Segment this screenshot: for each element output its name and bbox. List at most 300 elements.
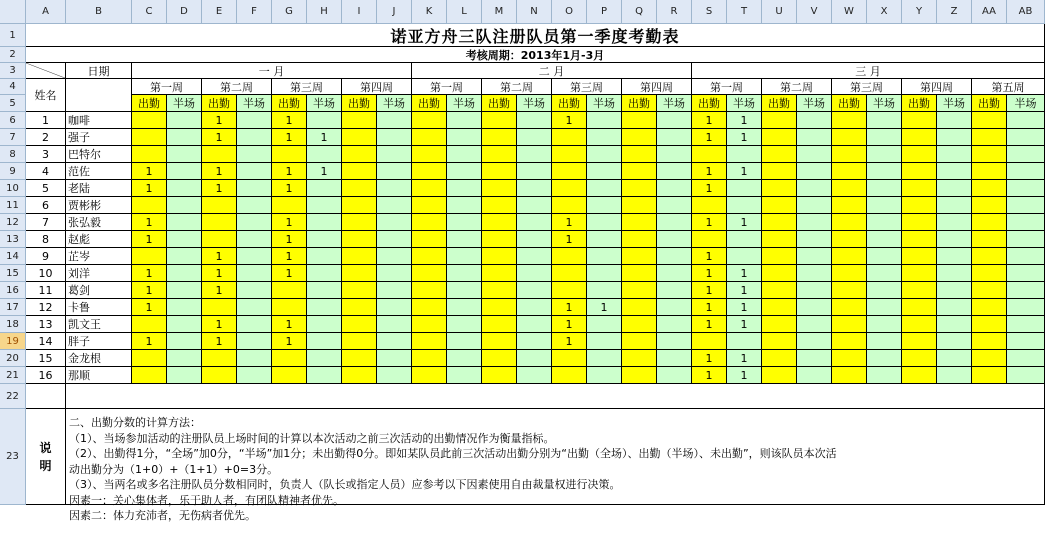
half-cell[interactable] <box>727 180 762 197</box>
attend-cell[interactable] <box>972 367 1007 384</box>
half-cell[interactable] <box>307 282 342 299</box>
half-cell[interactable] <box>657 129 692 146</box>
half-cell[interactable] <box>797 316 832 333</box>
half-cell[interactable]: 1 <box>587 299 622 316</box>
week-header[interactable]: 第三周 <box>272 79 342 95</box>
half-cell[interactable] <box>727 146 762 163</box>
half-cell[interactable] <box>937 231 972 248</box>
row-header[interactable]: 14 <box>0 248 26 265</box>
half-cell[interactable] <box>237 265 272 282</box>
half-cell[interactable] <box>307 146 342 163</box>
attend-cell[interactable]: 1 <box>202 333 237 350</box>
attend-header[interactable]: 出勤 <box>622 95 657 112</box>
attend-cell[interactable] <box>762 146 797 163</box>
attend-cell[interactable] <box>342 180 377 197</box>
half-cell[interactable] <box>587 146 622 163</box>
attend-cell[interactable] <box>552 197 587 214</box>
select-all-corner[interactable] <box>0 0 26 24</box>
attend-cell[interactable]: 1 <box>692 214 727 231</box>
half-cell[interactable] <box>167 163 202 180</box>
attend-cell[interactable] <box>762 299 797 316</box>
half-cell[interactable] <box>867 163 902 180</box>
attend-cell[interactable] <box>622 350 657 367</box>
row-header[interactable]: 13 <box>0 231 26 248</box>
half-cell[interactable] <box>587 367 622 384</box>
half-cell[interactable] <box>237 163 272 180</box>
half-cell[interactable] <box>307 248 342 265</box>
attend-cell[interactable] <box>202 231 237 248</box>
member-number[interactable]: 3 <box>26 146 66 163</box>
half-cell[interactable] <box>657 248 692 265</box>
attend-cell[interactable] <box>412 333 447 350</box>
attend-cell[interactable] <box>622 333 657 350</box>
half-cell[interactable]: 1 <box>307 163 342 180</box>
attend-cell[interactable] <box>482 231 517 248</box>
date-spacer[interactable] <box>66 79 132 112</box>
attend-cell[interactable] <box>552 265 587 282</box>
half-cell[interactable] <box>167 299 202 316</box>
attend-cell[interactable] <box>762 367 797 384</box>
half-header[interactable]: 半场 <box>447 95 482 112</box>
half-cell[interactable] <box>867 316 902 333</box>
half-cell[interactable] <box>517 367 552 384</box>
column-header[interactable]: R <box>657 0 692 24</box>
half-cell[interactable] <box>237 316 272 333</box>
half-cell[interactable] <box>797 146 832 163</box>
week-header[interactable]: 第四周 <box>342 79 412 95</box>
half-cell[interactable] <box>517 282 552 299</box>
half-cell[interactable] <box>517 163 552 180</box>
attend-cell[interactable]: 1 <box>272 180 307 197</box>
attend-cell[interactable] <box>832 299 867 316</box>
half-cell[interactable] <box>377 367 412 384</box>
attend-cell[interactable]: 1 <box>272 129 307 146</box>
column-header[interactable]: N <box>517 0 552 24</box>
diagonal-header-cell[interactable] <box>26 63 66 79</box>
half-cell[interactable] <box>587 129 622 146</box>
column-header[interactable]: M <box>482 0 517 24</box>
half-cell[interactable] <box>937 333 972 350</box>
half-cell[interactable] <box>657 112 692 129</box>
column-header[interactable]: I <box>342 0 377 24</box>
attend-cell[interactable] <box>412 282 447 299</box>
half-cell[interactable] <box>307 180 342 197</box>
attend-cell[interactable]: 1 <box>132 265 167 282</box>
half-cell[interactable] <box>377 129 412 146</box>
attend-cell[interactable] <box>482 163 517 180</box>
half-cell[interactable] <box>867 367 902 384</box>
attend-cell[interactable] <box>552 248 587 265</box>
attend-cell[interactable] <box>412 146 447 163</box>
row-header[interactable]: 3 <box>0 63 26 79</box>
attend-cell[interactable] <box>832 248 867 265</box>
half-cell[interactable] <box>447 350 482 367</box>
row-header[interactable]: 8 <box>0 146 26 163</box>
row-header[interactable]: 15 <box>0 265 26 282</box>
attend-cell[interactable] <box>832 231 867 248</box>
column-header[interactable]: O <box>552 0 587 24</box>
half-header[interactable]: 半场 <box>867 95 902 112</box>
attend-cell[interactable] <box>972 248 1007 265</box>
half-cell[interactable] <box>657 299 692 316</box>
attend-header[interactable]: 出勤 <box>202 95 237 112</box>
attend-cell[interactable] <box>412 265 447 282</box>
attend-cell[interactable]: 1 <box>272 112 307 129</box>
half-cell[interactable] <box>727 231 762 248</box>
member-number[interactable]: 4 <box>26 163 66 180</box>
row-header[interactable]: 7 <box>0 129 26 146</box>
half-cell[interactable] <box>797 197 832 214</box>
attend-cell[interactable] <box>762 197 797 214</box>
attend-cell[interactable] <box>272 282 307 299</box>
half-cell[interactable] <box>377 197 412 214</box>
attend-cell[interactable] <box>762 214 797 231</box>
half-cell[interactable] <box>167 282 202 299</box>
half-cell[interactable] <box>447 112 482 129</box>
column-header[interactable]: F <box>237 0 272 24</box>
attend-cell[interactable] <box>902 248 937 265</box>
half-cell[interactable] <box>517 265 552 282</box>
attend-cell[interactable] <box>342 350 377 367</box>
attend-cell[interactable] <box>832 350 867 367</box>
half-cell[interactable] <box>237 248 272 265</box>
half-cell[interactable] <box>937 367 972 384</box>
half-header[interactable]: 半场 <box>727 95 762 112</box>
half-cell[interactable] <box>657 180 692 197</box>
row-header[interactable]: 12 <box>0 214 26 231</box>
attend-cell[interactable]: 1 <box>552 231 587 248</box>
attend-cell[interactable] <box>762 333 797 350</box>
member-name[interactable]: 咖啡 <box>66 112 132 129</box>
half-cell[interactable] <box>307 350 342 367</box>
attend-cell[interactable] <box>482 265 517 282</box>
member-name[interactable]: 刘洋 <box>66 265 132 282</box>
notes-spacer[interactable] <box>66 384 1045 409</box>
half-cell[interactable] <box>657 197 692 214</box>
half-cell[interactable] <box>797 248 832 265</box>
half-cell[interactable] <box>587 112 622 129</box>
half-cell[interactable] <box>867 214 902 231</box>
attend-cell[interactable]: 1 <box>272 333 307 350</box>
column-header[interactable]: Q <box>622 0 657 24</box>
half-cell[interactable] <box>377 231 412 248</box>
half-cell[interactable] <box>167 231 202 248</box>
half-cell[interactable] <box>377 333 412 350</box>
half-cell[interactable] <box>237 197 272 214</box>
attend-cell[interactable] <box>482 197 517 214</box>
half-cell[interactable] <box>587 316 622 333</box>
attend-cell[interactable]: 1 <box>132 163 167 180</box>
attend-cell[interactable] <box>902 112 937 129</box>
notes-spacer[interactable] <box>26 384 66 409</box>
attend-cell[interactable] <box>132 146 167 163</box>
attend-cell[interactable] <box>832 282 867 299</box>
half-header[interactable]: 半场 <box>517 95 552 112</box>
attend-cell[interactable] <box>832 180 867 197</box>
half-cell[interactable] <box>167 112 202 129</box>
week-header[interactable]: 第一周 <box>412 79 482 95</box>
week-header[interactable]: 第二周 <box>482 79 552 95</box>
attend-cell[interactable] <box>902 333 937 350</box>
attend-cell[interactable]: 1 <box>692 282 727 299</box>
attend-cell[interactable] <box>412 316 447 333</box>
half-cell[interactable] <box>937 214 972 231</box>
half-cell[interactable] <box>797 214 832 231</box>
column-header[interactable]: AA <box>972 0 1007 24</box>
half-cell[interactable] <box>517 146 552 163</box>
half-header[interactable]: 半场 <box>167 95 202 112</box>
half-cell[interactable] <box>1007 316 1045 333</box>
attend-cell[interactable] <box>342 333 377 350</box>
member-number[interactable]: 7 <box>26 214 66 231</box>
column-header[interactable]: G <box>272 0 307 24</box>
member-name[interactable]: 范佐 <box>66 163 132 180</box>
member-name[interactable]: 金龙根 <box>66 350 132 367</box>
attend-cell[interactable]: 1 <box>202 129 237 146</box>
half-cell[interactable] <box>867 265 902 282</box>
attend-cell[interactable] <box>762 112 797 129</box>
column-header[interactable]: U <box>762 0 797 24</box>
half-cell[interactable] <box>447 180 482 197</box>
half-cell[interactable] <box>1007 282 1045 299</box>
attend-cell[interactable]: 1 <box>202 265 237 282</box>
half-cell[interactable] <box>237 231 272 248</box>
row-header[interactable]: 22 <box>0 384 26 409</box>
half-cell[interactable] <box>167 367 202 384</box>
attend-cell[interactable] <box>202 197 237 214</box>
attend-cell[interactable] <box>832 197 867 214</box>
attend-cell[interactable] <box>692 146 727 163</box>
row-header[interactable]: 23 <box>0 409 26 505</box>
half-cell[interactable]: 1 <box>307 129 342 146</box>
half-cell[interactable] <box>307 265 342 282</box>
half-cell[interactable]: 1 <box>727 350 762 367</box>
attend-cell[interactable] <box>972 180 1007 197</box>
attend-cell[interactable]: 1 <box>692 350 727 367</box>
attend-header[interactable]: 出勤 <box>832 95 867 112</box>
half-cell[interactable] <box>797 282 832 299</box>
half-cell[interactable] <box>1007 231 1045 248</box>
attend-cell[interactable] <box>762 248 797 265</box>
member-number[interactable]: 1 <box>26 112 66 129</box>
half-cell[interactable] <box>237 180 272 197</box>
attend-cell[interactable] <box>832 367 867 384</box>
half-cell[interactable] <box>797 367 832 384</box>
notes-label[interactable]: 说 明 <box>26 409 66 505</box>
half-cell[interactable] <box>237 299 272 316</box>
attend-cell[interactable] <box>412 197 447 214</box>
attend-cell[interactable] <box>482 214 517 231</box>
half-cell[interactable]: 1 <box>727 163 762 180</box>
half-cell[interactable] <box>587 248 622 265</box>
half-cell[interactable] <box>447 265 482 282</box>
half-cell[interactable] <box>167 129 202 146</box>
attend-cell[interactable] <box>762 180 797 197</box>
attend-cell[interactable]: 1 <box>272 265 307 282</box>
attend-cell[interactable] <box>482 299 517 316</box>
half-cell[interactable] <box>797 265 832 282</box>
attend-cell[interactable] <box>762 316 797 333</box>
half-cell[interactable] <box>867 197 902 214</box>
half-cell[interactable] <box>657 282 692 299</box>
row-header[interactable]: 10 <box>0 180 26 197</box>
half-cell[interactable] <box>1007 248 1045 265</box>
attend-cell[interactable] <box>972 333 1007 350</box>
half-cell[interactable] <box>447 299 482 316</box>
half-cell[interactable] <box>237 350 272 367</box>
column-header[interactable]: V <box>797 0 832 24</box>
attend-cell[interactable] <box>902 197 937 214</box>
attend-cell[interactable] <box>132 248 167 265</box>
half-cell[interactable] <box>1007 163 1045 180</box>
attend-cell[interactable] <box>342 129 377 146</box>
half-cell[interactable] <box>867 299 902 316</box>
attend-cell[interactable] <box>132 197 167 214</box>
attend-cell[interactable] <box>482 282 517 299</box>
half-cell[interactable] <box>517 214 552 231</box>
week-header[interactable]: 第一周 <box>132 79 202 95</box>
half-cell[interactable] <box>237 214 272 231</box>
week-header[interactable]: 第一周 <box>692 79 762 95</box>
half-cell[interactable] <box>587 231 622 248</box>
attend-cell[interactable] <box>972 112 1007 129</box>
member-number[interactable]: 12 <box>26 299 66 316</box>
attend-cell[interactable] <box>762 350 797 367</box>
half-cell[interactable] <box>447 282 482 299</box>
half-cell[interactable]: 1 <box>727 265 762 282</box>
attend-header[interactable]: 出勤 <box>902 95 937 112</box>
attend-cell[interactable] <box>762 231 797 248</box>
attend-cell[interactable]: 1 <box>692 367 727 384</box>
half-cell[interactable] <box>447 214 482 231</box>
attend-cell[interactable] <box>412 180 447 197</box>
attend-cell[interactable] <box>832 163 867 180</box>
half-cell[interactable] <box>517 299 552 316</box>
half-cell[interactable] <box>237 282 272 299</box>
week-header[interactable]: 第四周 <box>902 79 972 95</box>
attend-cell[interactable] <box>412 214 447 231</box>
attend-cell[interactable] <box>902 282 937 299</box>
half-header[interactable]: 半场 <box>587 95 622 112</box>
attend-cell[interactable] <box>342 367 377 384</box>
attend-cell[interactable] <box>132 316 167 333</box>
attend-cell[interactable]: 1 <box>132 231 167 248</box>
half-cell[interactable] <box>867 180 902 197</box>
attend-cell[interactable]: 1 <box>692 265 727 282</box>
half-cell[interactable] <box>657 333 692 350</box>
attend-cell[interactable] <box>902 350 937 367</box>
half-cell[interactable] <box>307 367 342 384</box>
member-number[interactable]: 14 <box>26 333 66 350</box>
half-cell[interactable] <box>657 350 692 367</box>
attend-cell[interactable] <box>622 129 657 146</box>
member-number[interactable]: 2 <box>26 129 66 146</box>
half-cell[interactable] <box>657 146 692 163</box>
attend-cell[interactable]: 1 <box>272 231 307 248</box>
column-header[interactable]: H <box>307 0 342 24</box>
attend-cell[interactable] <box>412 299 447 316</box>
member-name[interactable]: 葛剑 <box>66 282 132 299</box>
half-cell[interactable] <box>1007 112 1045 129</box>
attend-cell[interactable] <box>412 231 447 248</box>
half-header[interactable]: 半场 <box>937 95 972 112</box>
attend-cell[interactable]: 1 <box>692 112 727 129</box>
member-name[interactable]: 老陆 <box>66 180 132 197</box>
column-header[interactable]: T <box>727 0 762 24</box>
attend-header[interactable]: 出勤 <box>412 95 447 112</box>
column-header[interactable]: Y <box>902 0 937 24</box>
attend-cell[interactable]: 1 <box>272 248 307 265</box>
attend-cell[interactable] <box>972 163 1007 180</box>
column-header[interactable]: X <box>867 0 902 24</box>
half-cell[interactable] <box>1007 367 1045 384</box>
half-header[interactable]: 半场 <box>307 95 342 112</box>
attend-header[interactable]: 出勤 <box>692 95 727 112</box>
attend-cell[interactable] <box>202 350 237 367</box>
attend-header[interactable]: 出勤 <box>762 95 797 112</box>
attend-cell[interactable] <box>832 214 867 231</box>
half-cell[interactable] <box>867 231 902 248</box>
half-cell[interactable] <box>167 265 202 282</box>
half-cell[interactable] <box>447 146 482 163</box>
half-cell[interactable] <box>1007 197 1045 214</box>
half-cell[interactable] <box>727 248 762 265</box>
half-cell[interactable] <box>237 112 272 129</box>
half-cell[interactable] <box>937 248 972 265</box>
half-cell[interactable] <box>167 214 202 231</box>
half-cell[interactable] <box>937 129 972 146</box>
half-cell[interactable] <box>237 129 272 146</box>
member-number[interactable]: 11 <box>26 282 66 299</box>
half-cell[interactable] <box>307 112 342 129</box>
half-cell[interactable] <box>867 112 902 129</box>
half-cell[interactable] <box>937 282 972 299</box>
attend-cell[interactable]: 1 <box>272 214 307 231</box>
attend-cell[interactable] <box>482 316 517 333</box>
attend-cell[interactable]: 1 <box>132 299 167 316</box>
attend-cell[interactable] <box>902 316 937 333</box>
attend-cell[interactable] <box>202 214 237 231</box>
half-cell[interactable] <box>797 333 832 350</box>
attend-cell[interactable] <box>622 214 657 231</box>
half-cell[interactable] <box>307 333 342 350</box>
row-header[interactable]: 4 <box>0 79 26 95</box>
month-header[interactable]: 二 月 <box>412 63 692 79</box>
half-cell[interactable] <box>447 248 482 265</box>
attend-cell[interactable] <box>132 112 167 129</box>
half-cell[interactable] <box>517 333 552 350</box>
attend-cell[interactable] <box>342 231 377 248</box>
attend-cell[interactable] <box>272 350 307 367</box>
half-cell[interactable] <box>587 265 622 282</box>
attend-cell[interactable] <box>202 146 237 163</box>
attend-cell[interactable]: 1 <box>692 316 727 333</box>
attend-cell[interactable] <box>972 350 1007 367</box>
attend-cell[interactable] <box>552 129 587 146</box>
attend-cell[interactable] <box>412 248 447 265</box>
notes-text[interactable] <box>66 409 1045 522</box>
attend-cell[interactable] <box>482 333 517 350</box>
row-header[interactable]: 5 <box>0 95 26 112</box>
column-header[interactable]: W <box>832 0 867 24</box>
attend-cell[interactable] <box>622 316 657 333</box>
week-header[interactable]: 第四周 <box>622 79 692 95</box>
week-header[interactable]: 第三周 <box>552 79 622 95</box>
attend-cell[interactable] <box>342 248 377 265</box>
half-cell[interactable] <box>1007 180 1045 197</box>
attend-cell[interactable] <box>482 350 517 367</box>
half-cell[interactable] <box>657 265 692 282</box>
